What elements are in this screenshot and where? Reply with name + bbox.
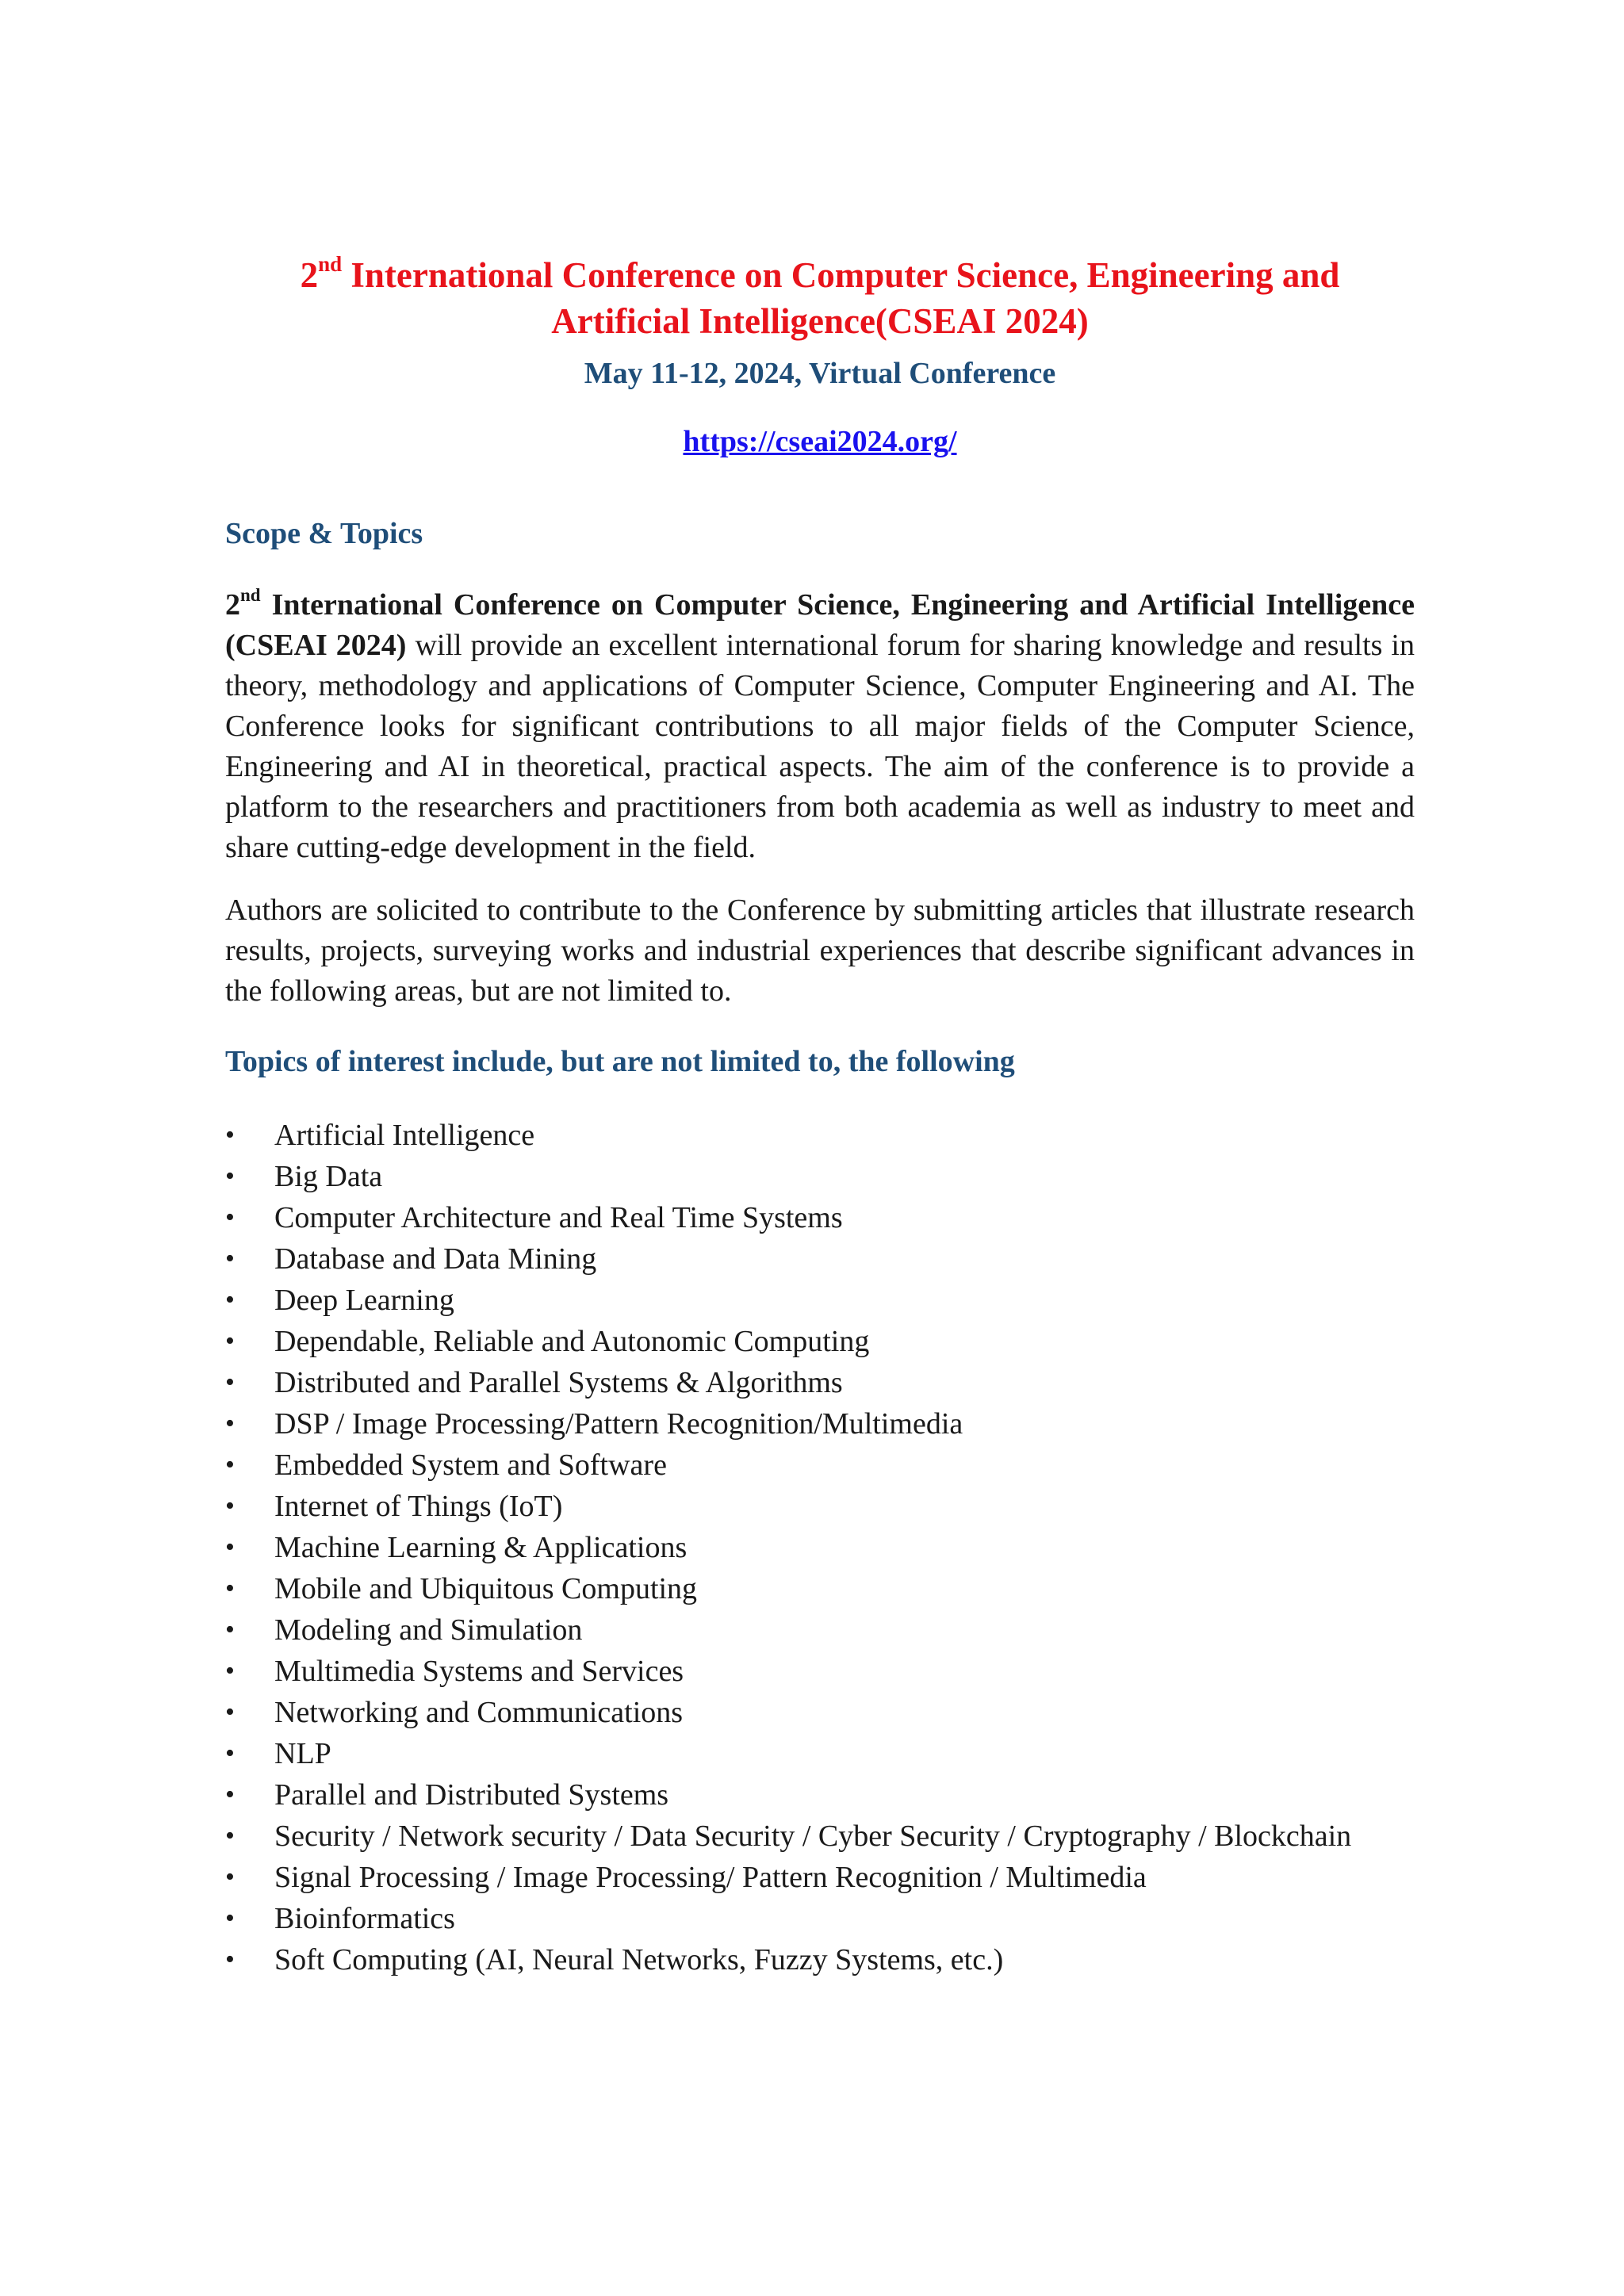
topic-list-item	[225, 1281, 1369, 1319]
conference-title	[225, 252, 1415, 344]
bullet-icon: •	[225, 1574, 235, 1603]
topic-label: Distributed and Parallel Systems & Algorithms	[274, 1366, 843, 1399]
topic-label: NLP	[274, 1737, 331, 1770]
topics-list	[225, 1116, 1415, 1979]
topic-label: Database and Data Mining	[274, 1242, 597, 1276]
topic-list-item	[225, 1817, 1369, 1855]
title-ordinal-number: 2	[300, 255, 319, 295]
topic-list-item	[225, 1158, 1369, 1196]
intro-ordinal-suffix: nd	[240, 585, 261, 606]
topic-list-item	[225, 1570, 1369, 1608]
topic-label: Bioinformatics	[274, 1902, 455, 1935]
bullet-icon: •	[225, 1862, 235, 1892]
topic-list-item	[225, 1487, 1369, 1525]
bullet-icon: •	[225, 1244, 235, 1273]
topic-label: Mobile and Ubiquitous Computing	[274, 1572, 698, 1605]
topic-list-item	[225, 1446, 1369, 1484]
bullet-icon: •	[225, 1615, 235, 1644]
scope-heading: Scope & Topics	[225, 517, 423, 550]
topic-label: Internet of Things (IoT)	[274, 1490, 563, 1523]
title-line-2: Artificial Intelligence(CSEAI 2024)	[551, 301, 1089, 341]
topic-label: Big Data	[274, 1160, 383, 1193]
topic-label: Machine Learning & Applications	[274, 1531, 688, 1564]
topic-label: Computer Architecture and Real Time Systems	[274, 1201, 843, 1234]
topic-list-item	[225, 1529, 1369, 1567]
intro-ordinal-number: 2	[225, 588, 240, 622]
topic-label: Embedded System and Software	[274, 1448, 667, 1482]
topic-list-item	[225, 1611, 1369, 1649]
topics-heading: Topics of interest include, but are not limited to, the following	[225, 1045, 1015, 1078]
bullet-icon: •	[225, 1326, 235, 1356]
conference-date-venue: May 11-12, 2024, Virtual Conference	[584, 357, 1056, 390]
topic-list-item	[225, 1858, 1369, 1896]
bullet-icon: •	[225, 1904, 235, 1933]
bullet-icon: •	[225, 1368, 235, 1397]
bullet-icon: •	[225, 1285, 235, 1314]
topic-label: Deep Learning	[274, 1284, 454, 1317]
topic-label: Dependable, Reliable and Autonomic Computing	[274, 1325, 870, 1358]
topic-label: DSP / Image Processing/Pattern Recognition/Multimedia	[274, 1407, 963, 1441]
intro-body-text: will provide an excellent international forum for sharing knowledge and results in theory, methodology and applications of Computer Science, Computer Engineering and AI. The Conference looks for significant contributions to all major fields of the Computer Science, Engineering and AI in theoretical, practical aspects. The aim of the conference is to provide a platform to the researchers and practitioners from both academia as well as industry to meet and share cutting-edge development in the field.	[225, 629, 1415, 864]
conference-website-link[interactable]: https://cseai2024.org/	[683, 425, 957, 458]
topic-list-item	[225, 1364, 1369, 1402]
bullet-icon: •	[225, 1203, 235, 1232]
intro-bold-name: International Conference on Computer Science, Engineering and Artificial Intelligence (CSEAI 2024)	[225, 588, 1415, 662]
bullet-icon: •	[225, 1161, 235, 1191]
bullet-icon: •	[225, 1120, 235, 1150]
title-line-1: International Conference on Computer Science, Engineering and	[342, 255, 1340, 295]
bullet-icon: •	[225, 1450, 235, 1479]
conference-url-line	[225, 422, 1415, 461]
title-ordinal-suffix: nd	[318, 252, 343, 276]
bullet-icon: •	[225, 1821, 235, 1850]
topic-list-item	[225, 1116, 1369, 1154]
topic-label: Soft Computing (AI, Neural Networks, Fuzzy Systems, etc.)	[274, 1943, 1004, 1976]
topic-list-item	[225, 1735, 1369, 1773]
topic-list-item	[225, 1405, 1369, 1443]
topic-label: Security / Network security / Data Security / Cyber Security / Cryptography / Blockchain	[274, 1820, 1352, 1853]
scope-intro-paragraph	[225, 585, 1415, 868]
topic-label: Parallel and Distributed Systems	[274, 1778, 669, 1812]
topic-list-item	[225, 1322, 1369, 1360]
bullet-icon: •	[225, 1780, 235, 1809]
bullet-icon: •	[225, 1945, 235, 1974]
authors-paragraph: Authors are solicited to contribute to the Conference by submitting articles that illustrate research results, projects, surveying works and industrial experiences that describe significant advances in the following areas, but are not limited to.	[225, 894, 1415, 1008]
bullet-icon: •	[225, 1409, 235, 1438]
bullet-icon: •	[225, 1697, 235, 1727]
topic-label: Modeling and Simulation	[274, 1613, 583, 1647]
topic-list-item	[225, 1199, 1369, 1237]
topic-label: Signal Processing / Image Processing/ Pattern Recognition / Multimedia	[274, 1861, 1147, 1894]
topic-list-item	[225, 1900, 1369, 1938]
topic-label: Artificial Intelligence	[274, 1119, 535, 1152]
topic-list-item	[225, 1693, 1369, 1732]
topic-list-item	[225, 1941, 1369, 1979]
topic-list-item	[225, 1240, 1369, 1278]
topic-label: Networking and Communications	[274, 1696, 684, 1729]
bullet-icon: •	[225, 1739, 235, 1768]
bullet-icon: •	[225, 1491, 235, 1521]
bullet-icon: •	[225, 1533, 235, 1562]
bullet-icon: •	[225, 1656, 235, 1686]
topic-list-item	[225, 1776, 1369, 1814]
document-content	[225, 252, 1415, 1982]
topic-label: Multimedia Systems and Services	[274, 1655, 684, 1688]
topic-list-item	[225, 1652, 1369, 1690]
